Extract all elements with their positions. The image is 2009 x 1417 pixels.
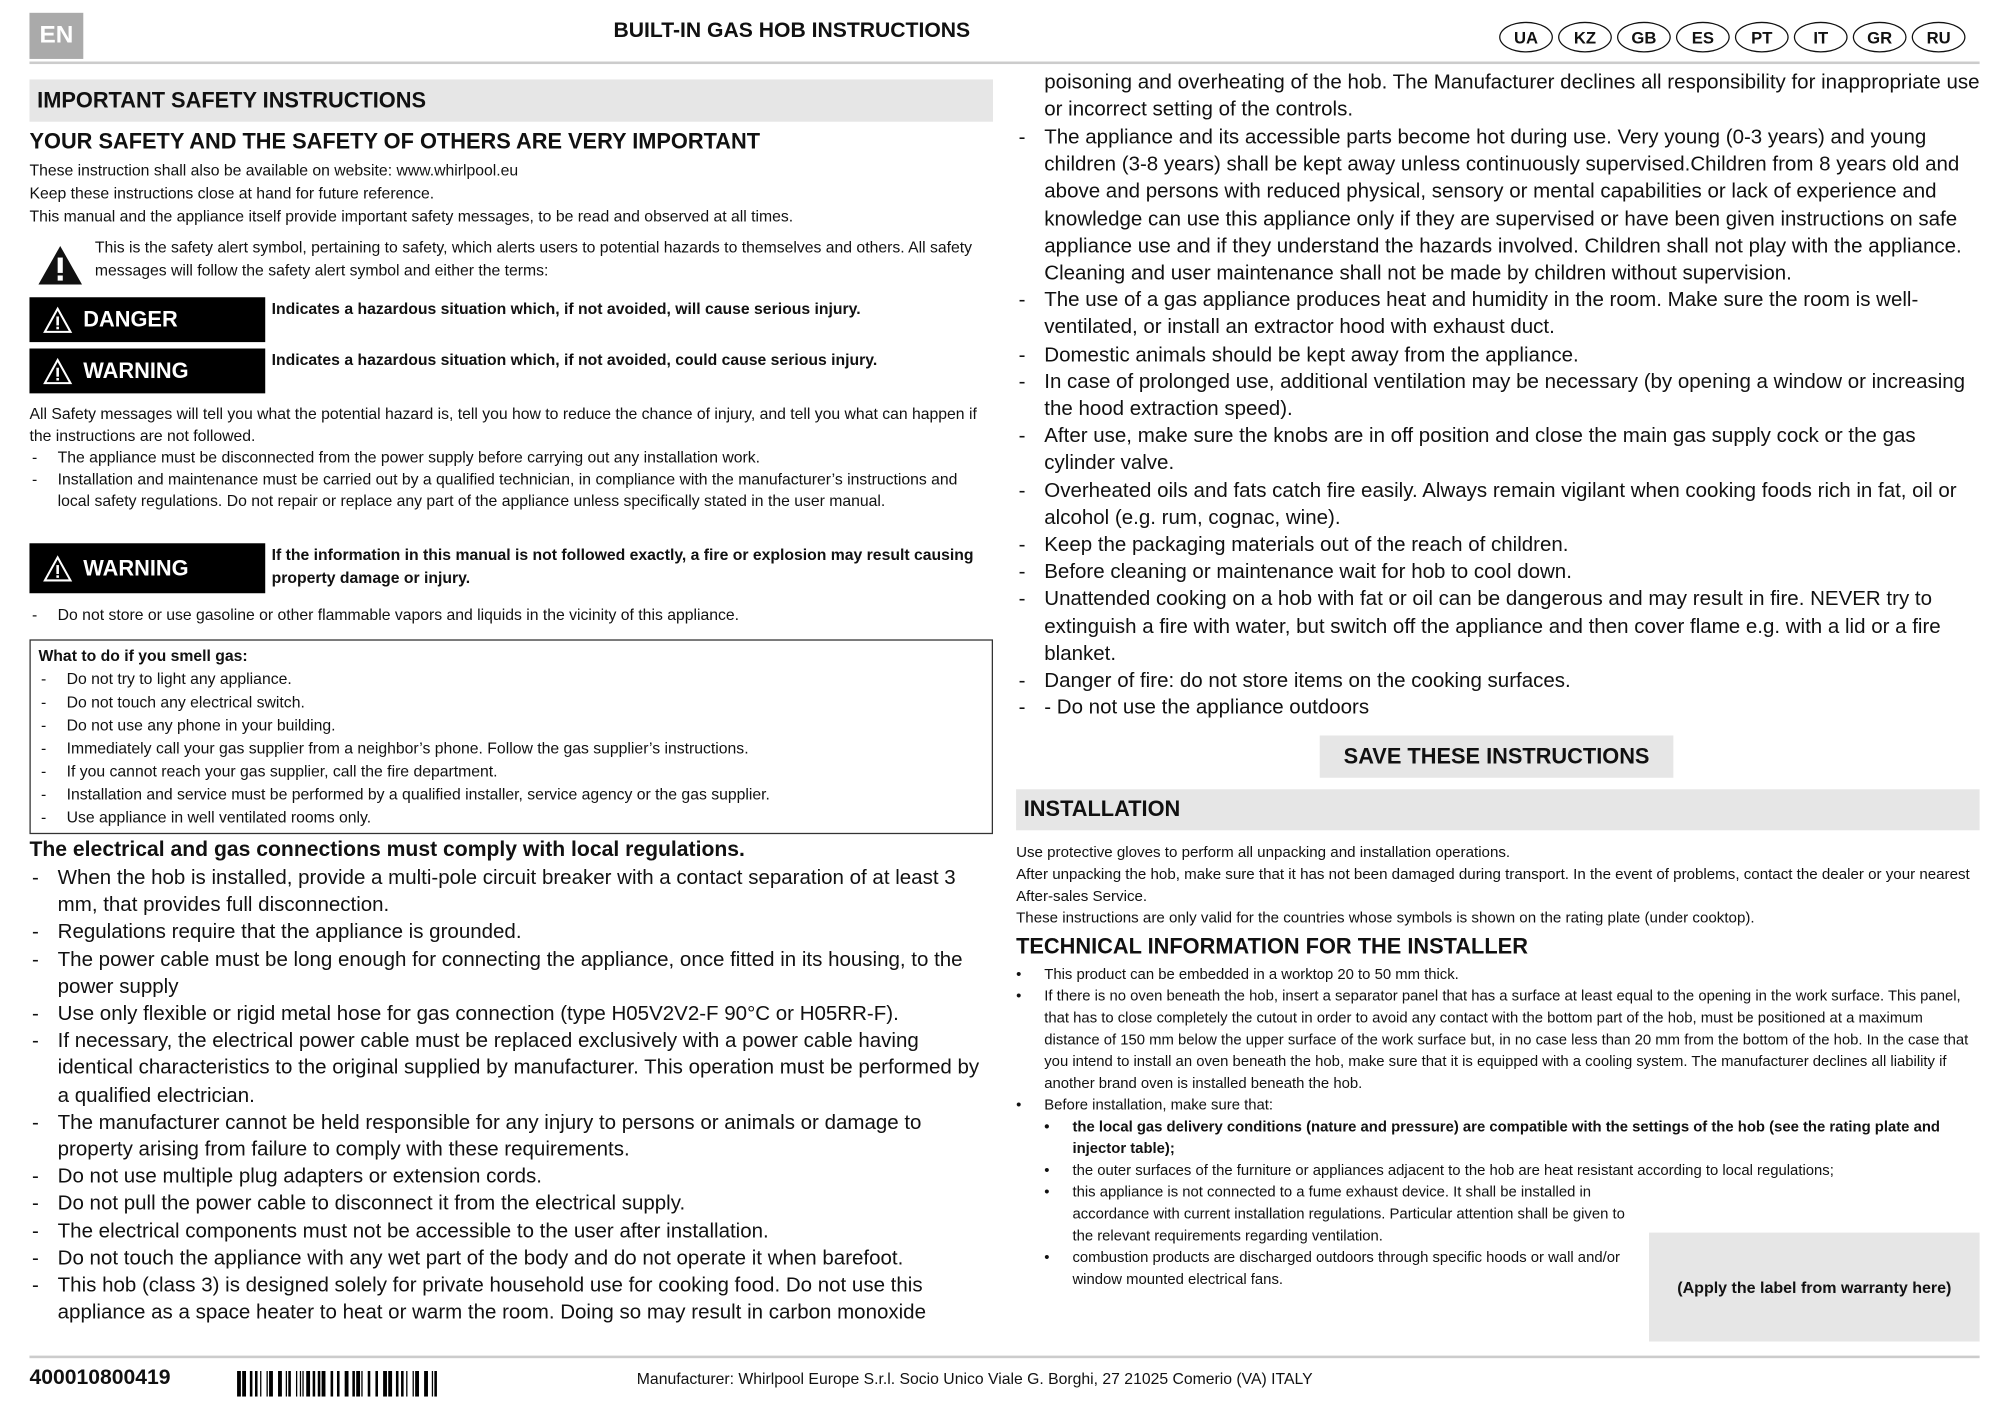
safety-messages-text: All Safety messages will tell you what the potential hazard is, tell you how to reduce the chance of injury, and tell you what can happen if the instructions are not followed. — [29, 404, 977, 445]
warning-label: WARNING — [83, 358, 189, 383]
list-item: - Do not pull the power cable to disconnect it from the electrical supply. — [29, 1191, 993, 1218]
barcode-bar — [278, 1371, 282, 1397]
intro-text — [29, 159, 1003, 228]
danger-tag — [29, 297, 265, 342]
intro-line: Keep these instructions close at hand for future reference. — [29, 184, 435, 203]
footer-divider — [29, 1356, 1979, 1359]
section-header-safety: IMPORTANT SAFETY INSTRUCTIONS — [29, 79, 993, 121]
warning-triangle-icon — [42, 306, 73, 334]
country-code-badge: PT — [1735, 22, 1789, 53]
barcode-icon — [237, 1371, 442, 1397]
list-item: - Use appliance in well ventilated rooms only. — [38, 806, 984, 829]
list-item: - Do not use multiple plug adapters or extension cords. — [29, 1164, 993, 1191]
country-code-badge: GR — [1853, 22, 1907, 53]
barcode-bar — [300, 1371, 301, 1397]
list-item: - Keep the packaging materials out of the reach of children. — [1016, 532, 1980, 559]
list-item: - The power cable must be long enough for connecting the appliance, once fitted in its housing, to the power supply — [29, 946, 993, 1000]
safety-list-right — [1016, 124, 1980, 722]
barcode-bar — [318, 1371, 321, 1397]
document-title: BUILT-IN GAS HOB INSTRUCTIONS — [613, 19, 971, 43]
electrical-heading: The electrical and gas connections must comply with local regulations. — [29, 837, 745, 862]
barcode-bar — [375, 1371, 378, 1397]
warning-tag — [29, 349, 265, 394]
list-item: - Use only flexible or rigid metal hose for gas connection (type H05V2V2-F 90°C or H05RR-F). — [29, 1001, 993, 1028]
list-item: - Before cleaning or maintenance wait for hob to cool down. — [1016, 559, 1980, 586]
list-item: - Unattended cooking on a hob with fat or oil can be dangerous and may result in fire. NEVER try to extinguish a fire with water, but switch off the appliance and then cover flame e.g. with a lid or a fire blanket. — [1016, 586, 1980, 668]
section-header-installation: INSTALLATION — [1016, 789, 1980, 830]
list-item: - The appliance must be disconnected from the power supply before carrying out any installation work. — [29, 447, 993, 469]
technical-heading: TECHNICAL INFORMATION FOR THE INSTALLER — [1016, 934, 1528, 959]
barcode-bar — [413, 1371, 414, 1397]
barcode-bar — [267, 1371, 268, 1397]
gasoline-bullet — [29, 603, 993, 626]
barcode-bar — [250, 1371, 253, 1397]
barcode-bar — [337, 1371, 340, 1397]
gas-smell-box — [29, 639, 993, 834]
tech-sub-item: • this appliance is not connected to a fume exhaust device. It shall be installed in accordance with current installation regulations. Particular attention shall be given to the relevant requirements regarding ventilation. — [1044, 1181, 1636, 1246]
language-badge: EN — [29, 13, 83, 59]
intro-line: This manual and the appliance itself provide important safety messages, to be read and observed at all times. — [29, 207, 794, 226]
list-item: - Immediately call your gas supplier from a neighbor’s phone. Follow the gas supplier’s instructions. — [38, 737, 984, 760]
barcode-bar — [368, 1371, 371, 1397]
barcode-bar — [306, 1371, 310, 1397]
warning-tag-2 — [29, 543, 265, 593]
install-para: Use protective gloves to perform all unpacking and installation operations. — [1016, 843, 1511, 862]
barcode-bar — [255, 1371, 258, 1397]
gas-box-list — [38, 668, 984, 829]
country-code-badge: GB — [1617, 22, 1671, 53]
list-item: - Regulations require that the appliance is grounded. — [29, 919, 993, 946]
barcode-bar — [269, 1371, 273, 1397]
list-item: - Installation and maintenance must be carried out by a qualified technician, in compliance with the manufacturer’s instructions and local safety regulations. Do not repair or replace any part of the appliance unless specifically stated in the user manual. — [29, 469, 993, 513]
barcode-bar — [313, 1371, 316, 1397]
install-para: These instructions are only valid for the countries whose symbols is shown on the rating plate (under cooktop). — [1016, 908, 1755, 927]
list-item: - Do not store or use gasoline or other flammable vapors and liquids in the vicinity of this appliance. — [29, 603, 993, 626]
barcode-bar — [424, 1371, 428, 1397]
barcode-bar — [296, 1371, 297, 1397]
warning-triangle-icon — [42, 357, 73, 385]
manufacturer-text: Manufacturer: Whirlpool Europe S.r.l. Socio Unico Viale G. Borghi, 27 21025 Comerio (VA) ITALY — [636, 1369, 1313, 1388]
list-item: - In case of prolonged use, additional ventilation may be necessary (by opening a window or increasing the hood extraction speed). — [1016, 369, 1980, 423]
barcode-bar — [352, 1371, 355, 1397]
country-code-badge: ES — [1676, 22, 1730, 53]
barcode-bar — [345, 1371, 349, 1397]
intro-line: These instruction shall also be available on website: www.whirlpool.eu — [29, 161, 519, 180]
list-item: - Do not use any phone in your building. — [38, 714, 984, 737]
barcode-bar — [401, 1371, 404, 1397]
barcode-bar — [434, 1371, 437, 1397]
safety-heading: YOUR SAFETY AND THE SAFETY OF OTHERS ARE VERY IMPORTANT — [29, 129, 761, 154]
list-item: - The manufacturer cannot be held responsible for any injury to persons or animals or damage to property arising from failure to comply with these requirements. — [29, 1109, 993, 1163]
gas-box-title: What to do if you smell gas: — [38, 647, 248, 665]
list-item: - Do not touch the appliance with any wet part of the body and do not operate it when barefoot. — [29, 1245, 993, 1272]
list-item: - - Do not use the appliance outdoors — [1016, 695, 1980, 722]
barcode-bar — [237, 1371, 241, 1397]
country-code-badge: KZ — [1558, 22, 1612, 53]
barcode-bar — [302, 1371, 303, 1397]
barcode-bar — [322, 1371, 326, 1397]
install-para: After unpacking the hob, make sure that it has not been damaged during transport. In the event of problems, contact the dealer or your nearest After-sales Service. — [1016, 864, 1970, 905]
list-item: - When the hob is installed, provide a multi-pole circuit breaker with a contact separation of at least 3 mm, that provides full disconnection. — [29, 865, 993, 919]
alert-symbol-text: This is the safety alert symbol, pertaining to safety, which alerts users to potential hazards to themselves and others. All safety messages will follow the safety alert symbol and either the terms: — [94, 238, 973, 280]
country-code-badge: UA — [1499, 22, 1553, 53]
product-code: 400010800419 — [29, 1365, 171, 1389]
tech-sub-item: • combustion products are discharged outdoors through specific hoods or wall and/or window mounted electrical fans. — [1044, 1247, 1636, 1291]
tech-sub-item: • the local gas delivery conditions (nature and pressure) are compatible with the settings of the hob (see the rating plate and injector table); — [1044, 1116, 1979, 1160]
tech-bullet: • This product can be embedded in a worktop 20 to 50 mm thick. — [1016, 964, 1980, 986]
continued-text: poisoning and overheating of the hob. The Manufacturer declines all responsibility for inappropriate use or incorrect setting of the controls. — [1044, 71, 1980, 121]
barcode-bar — [383, 1371, 387, 1397]
installation-text — [1016, 842, 1983, 929]
country-codes — [1499, 22, 1965, 53]
country-code-badge: IT — [1794, 22, 1848, 53]
list-item: - After use, make sure the knobs are in off position and close the main gas supply cock or the gas cylinder valve. — [1016, 423, 1980, 477]
country-code-badge: RU — [1912, 22, 1966, 53]
barcode-bar — [396, 1371, 399, 1397]
barcode-bar — [288, 1371, 291, 1397]
list-item: - The use of a gas appliance produces heat and humidity in the room. Make sure the room is well-ventilated, or install an extractor hood with exhaust duct. — [1016, 287, 1980, 341]
barcode-bar — [331, 1371, 334, 1397]
list-item: - This hob (class 3) is designed solely for private household use for cooking food. Do not use this appliance as a space heater to heat or warm the room. Doing so may result in carbon monoxide — [29, 1272, 993, 1326]
list-item: - If you cannot reach your gas supplier, call the fire department. — [38, 760, 984, 783]
list-item: - Do not touch any electrical switch. — [38, 691, 984, 714]
barcode-bar — [242, 1371, 246, 1397]
barcode-bar — [356, 1371, 360, 1397]
list-item: - The appliance and its accessible parts become hot during use. Very young (0-3 years) and young children (3-8 years) shall be kept away unless continuously supervised.Children from 8 years old and above and persons with reduced physical, sensory or mental capabilities or lack of experience and knowledge can use this appliance only if they are supervised or have been given instructions on safe appliance use and if they understand the hazards involved. Children shall not play with the appliance. Cleaning and user maintenance shall not be made by children without supervision. — [1016, 124, 1980, 287]
tech-sub-item: • the outer surfaces of the furniture or appliances adjacent to the hob are heat resistant according to local regulations; — [1044, 1160, 1979, 1182]
danger-text: Indicates a hazardous situation which, if not avoided, will cause serious injury. — [271, 299, 861, 318]
barcode-bar — [286, 1371, 287, 1397]
warning-label: WARNING — [83, 555, 189, 580]
warning-triangle-icon — [42, 554, 73, 582]
barcode-bar — [415, 1371, 419, 1397]
list-item: - The electrical components must not be accessible to the user after installation. — [29, 1218, 993, 1245]
list-item: - Installation and service must be performed by a qualified installer, service agency or the gas supplier. — [38, 783, 984, 806]
list-item: - If necessary, the electrical power cable must be replaced exclusively with a power cable having identical characteristics to the original supplied by manufacturer. This operation must be performed by a qualified electrician. — [29, 1028, 993, 1110]
danger-label: DANGER — [83, 306, 178, 332]
list-item: - Overheated oils and fats catch fire easily. Always remain vigilant when cooking foods rich in fat, oil or alcohol (e.g. rum, cognac, wine). — [1016, 477, 1980, 531]
save-instructions-banner: SAVE THESE INSTRUCTIONS — [1320, 735, 1674, 777]
barcode-bar — [260, 1371, 261, 1397]
warranty-label-area: (Apply the label from warranty here) — [1649, 1233, 1980, 1342]
tech-bullet: • If there is no oven beneath the hob, insert a separator panel that has a surface at least equal to the opening in the work surface. This panel, that has to close completely the cutout in order to avoid any contact with the bottom part of the hob, must be positioned at a maximum distance of 150 mm below the upper surface of the work surface but, in no case less than 20 mm from the bottom of the hob. In the case that you intend to install an oven beneath the hob, make sure that it is equipped with a cooling system. The manufacturer declines all liability if another brand oven is installed beneath the hob. — [1016, 985, 1980, 1094]
warning-text: Indicates a hazardous situation which, if not avoided, could cause serious injury. — [271, 351, 878, 370]
header-divider — [29, 62, 1979, 65]
barcode-bar — [406, 1371, 407, 1397]
list-item: - Do not try to light any appliance. — [38, 668, 984, 691]
electrical-list — [29, 865, 993, 1327]
tech-bullet-text: Before installation, make sure that: — [1044, 1096, 1273, 1114]
installation-bullets — [29, 447, 993, 512]
barcode-bar — [388, 1371, 392, 1397]
safety-alert-icon — [36, 243, 85, 287]
list-item: - Danger of fire: do not store items on the cooking surfaces. — [1016, 668, 1980, 695]
barcode-bar — [432, 1371, 433, 1397]
barcode-bar — [361, 1371, 362, 1397]
list-item: - Domestic animals should be kept away from the appliance. — [1016, 342, 1980, 369]
warning-text-2: If the information in this manual is not followed exactly, a fire or explosion may result causing property damage or injury. — [271, 545, 974, 587]
